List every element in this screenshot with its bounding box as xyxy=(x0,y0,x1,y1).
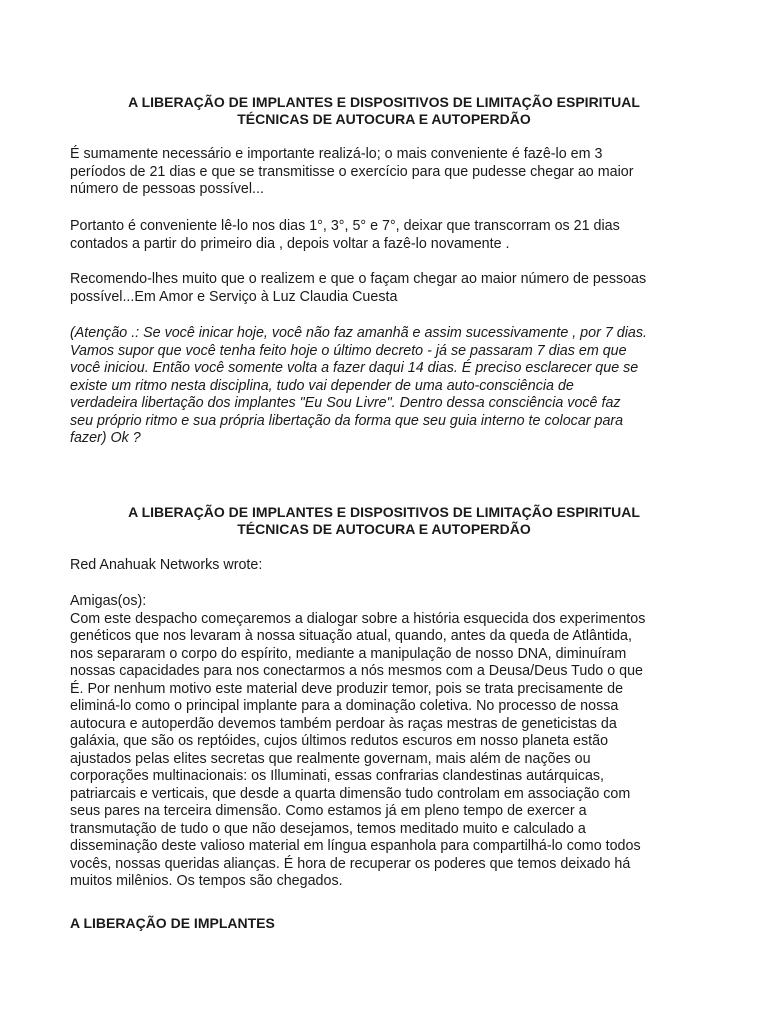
section2-wrote-line xyxy=(70,557,710,575)
text-line: fazer) Ok ? xyxy=(70,430,141,446)
text-line: autocura e autoperdão devemos também perdoar às raças mestras de geneticistas da xyxy=(70,715,617,732)
section1-attention-note xyxy=(70,325,710,448)
text-line: existe um ritmo nesta disciplina, tudo vai depender de uma auto-consciência de xyxy=(70,377,574,394)
text-line: ajustados pelas elites secretas que realmente governam, mais além de nações ou xyxy=(70,750,591,767)
text-line: patriarcais e verticais, que desde a quarta dimensão tudo controlam em associação com xyxy=(70,785,631,802)
text-line: vocês, nossas queridas alianças. É hora de recuperar os poderes que temos deixado há xyxy=(70,855,631,872)
text-line: Com este despacho começaremos a dialogar sobre a história esquecida dos experimentos xyxy=(70,610,646,627)
text-line: É. Por nenhum motivo este material deve produzir temor, pois se trata precisamente de xyxy=(70,680,624,697)
text-line: (Atenção .: Se você inicar hoje, você não faz amanhã e assim sucessivamente , por 7 dias. xyxy=(70,325,647,341)
text-line: número de pessoas possível... xyxy=(70,181,264,197)
section1-paragraph-3 xyxy=(70,271,710,306)
text-line: Red Anahuak Networks wrote: xyxy=(70,557,263,573)
text-line: Portanto é conveniente lê-lo nos dias 1°, 3°, 5° e 7°, deixar que transcorram os 21 dias xyxy=(70,218,620,234)
text-line: seus pares na terceira dimensão. Como estamos já em pleno tempo de exercer a xyxy=(70,803,587,819)
text-line: contados a partir do primeiro dia , depois voltar a fazê-lo novamente . xyxy=(70,235,510,252)
section2-title xyxy=(0,504,768,538)
text-line: corporações multinacionais: os Illuminati, essas confrarias clandestinas autárquicas, xyxy=(70,768,605,784)
section1-paragraph-1 xyxy=(70,146,710,199)
text-line: genéticos que nos levaram à nossa situação atual, quando, antes da queda de Atlântida, xyxy=(70,628,632,644)
text-line: você iniciou. Então você somente volta a fazer daqui 14 dias. É preciso esclarecer que se xyxy=(70,360,639,376)
text-line: nos separaram o corpo do espírito, mediante a manipulação de nosso DNA, diminuíram xyxy=(70,645,627,662)
text-line: Recomendo-lhes muito que o realizem e que o façam chegar ao maior número de pessoas xyxy=(70,271,647,287)
text-line: É sumamente necessário e importante realizá-lo; o mais conveniente é fazê-lo em 3 xyxy=(70,146,603,162)
text-line: eliminá-lo como o principal implante para a dominação coletiva. No processo de nossa xyxy=(70,698,619,714)
text-line: muitos milênios. Os tempos são chegados. xyxy=(70,873,343,889)
section1-title-line1: A LIBERAÇÃO DE IMPLANTES E DISPOSITIVOS DE LIMITAÇÃO ESPIRITUAL xyxy=(128,94,640,110)
section2-body xyxy=(70,593,710,891)
text-line: períodos de 21 dias e que se transmitisse o exercício para que pudesse chegar ao maior xyxy=(70,163,634,180)
section1-paragraph-2 xyxy=(70,218,710,253)
section2-subheading: A LIBERAÇÃO DE IMPLANTES xyxy=(70,915,275,931)
text-line: seu próprio ritmo e sua própria libertação da forma que seu guia interno te colocar para xyxy=(70,412,624,429)
section1-title-line2: TÉCNICAS DE AUTOCURA E AUTOPERDÃO xyxy=(237,111,531,127)
text-line: verdadeira libertação dos implantes "Eu Sou Livre". Dentro dessa consciência você faz xyxy=(70,395,621,411)
text-line: disseminação deste valioso material em língua espanhola para compartilhá-lo como todos xyxy=(70,838,641,854)
section1-title xyxy=(0,94,768,128)
section2-title-line1: A LIBERAÇÃO DE IMPLANTES E DISPOSITIVOS DE LIMITAÇÃO ESPIRITUAL xyxy=(128,504,640,520)
text-line: possível...Em Amor e Serviço à Luz Claudia Cuesta xyxy=(70,288,398,305)
text-line: galáxia, que são os reptóides, cujos últimos redutos escuros em nosso planeta estão xyxy=(70,733,609,749)
text-line: Vamos supor que você tenha feito hoje o último decreto - já se passaram 7 dias em que xyxy=(70,342,627,359)
text-line: transmutação de tudo o que não desejamos, temos meditado muito e calculado a xyxy=(70,820,586,837)
greeting: Amigas(os): xyxy=(70,593,147,609)
text-line: nossas capacidades para nos conectarmos a nós mesmos com a Deusa/Deus Tudo o que xyxy=(70,663,643,679)
section2-title-line2: TÉCNICAS DE AUTOCURA E AUTOPERDÃO xyxy=(237,521,531,537)
